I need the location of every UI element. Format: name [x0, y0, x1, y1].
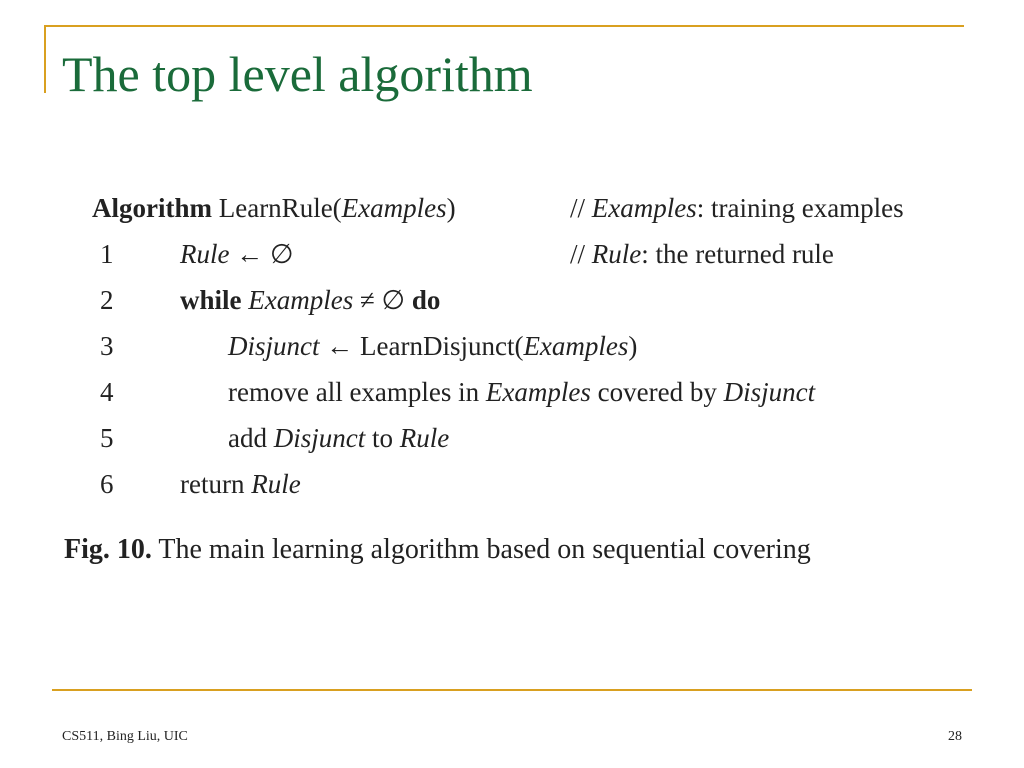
var-rule: Rule [180, 239, 230, 269]
var-rule: Rule [399, 423, 450, 453]
var-disjunct: Disjunct [273, 423, 366, 453]
line-statement [180, 464, 301, 504]
algorithm-line-3 [92, 326, 972, 372]
keyword-while: while [180, 285, 242, 315]
comment-var: Rule [591, 239, 642, 269]
top-rule [44, 25, 964, 27]
text-mid: covered by [590, 377, 724, 407]
var-examples: Examples [248, 285, 354, 315]
line-number: 2 [100, 285, 114, 315]
algorithm-comment [570, 188, 904, 228]
text-pre: return [180, 469, 252, 499]
text-pre: remove all examples in [228, 377, 486, 407]
line-comment [570, 234, 834, 274]
line-statement [228, 372, 815, 412]
var-disjunct: Disjunct [723, 377, 816, 407]
algorithm-param: Examples [341, 193, 447, 223]
caption-text: The main learning algorithm based on sequential covering [151, 534, 811, 565]
footer-course: CS511, Bing Liu, UIC [62, 729, 188, 744]
line-number: 4 [100, 377, 114, 407]
var-rule: Rule [251, 469, 301, 499]
line-number: 1 [100, 239, 114, 269]
var-examples: Examples [523, 331, 629, 361]
line-statement [180, 234, 294, 274]
var-examples: Examples [485, 377, 591, 407]
text-mid: to [365, 423, 400, 453]
call-close: ) [628, 331, 638, 361]
algorithm-signature [92, 188, 456, 228]
comment-slashes: // [570, 193, 586, 223]
bottom-rule [52, 689, 972, 691]
slide-title: The top level algorithm [62, 46, 533, 102]
algorithm-line-5 [92, 418, 972, 464]
assign-call: ← LearnDisjunct( [319, 331, 524, 361]
line-statement [228, 326, 637, 366]
algorithm-line-1 [92, 234, 972, 280]
figure-caption [64, 530, 811, 570]
line-statement [180, 280, 440, 320]
comment-var: Examples [591, 193, 697, 223]
line-number: 5 [100, 423, 114, 453]
algorithm-header [92, 188, 972, 234]
algorithm-close: ) [446, 193, 456, 223]
algorithm-line-2 [92, 280, 972, 326]
assign-empty: ← ∅ [229, 239, 294, 269]
line-statement [228, 418, 449, 458]
keyword-do: do [411, 285, 441, 315]
left-rule [44, 25, 46, 93]
algorithm-figure [92, 188, 972, 510]
algorithm-keyword: Algorithm [92, 193, 212, 223]
line-number: 6 [100, 469, 114, 499]
comment-text: : training examples [696, 193, 904, 223]
algorithm-line-6 [92, 464, 972, 510]
var-disjunct: Disjunct [228, 331, 320, 361]
caption-label: Fig. 10. [64, 534, 152, 565]
page-number: 28 [948, 729, 962, 744]
line-number: 3 [100, 331, 114, 361]
comment-slashes: // [570, 239, 586, 269]
comment-text: : the returned rule [641, 239, 834, 269]
algorithm-name: LearnRule( [218, 193, 342, 223]
text-pre: add [228, 423, 274, 453]
not-empty-op: ≠ ∅ [353, 285, 412, 315]
algorithm-line-4 [92, 372, 972, 418]
